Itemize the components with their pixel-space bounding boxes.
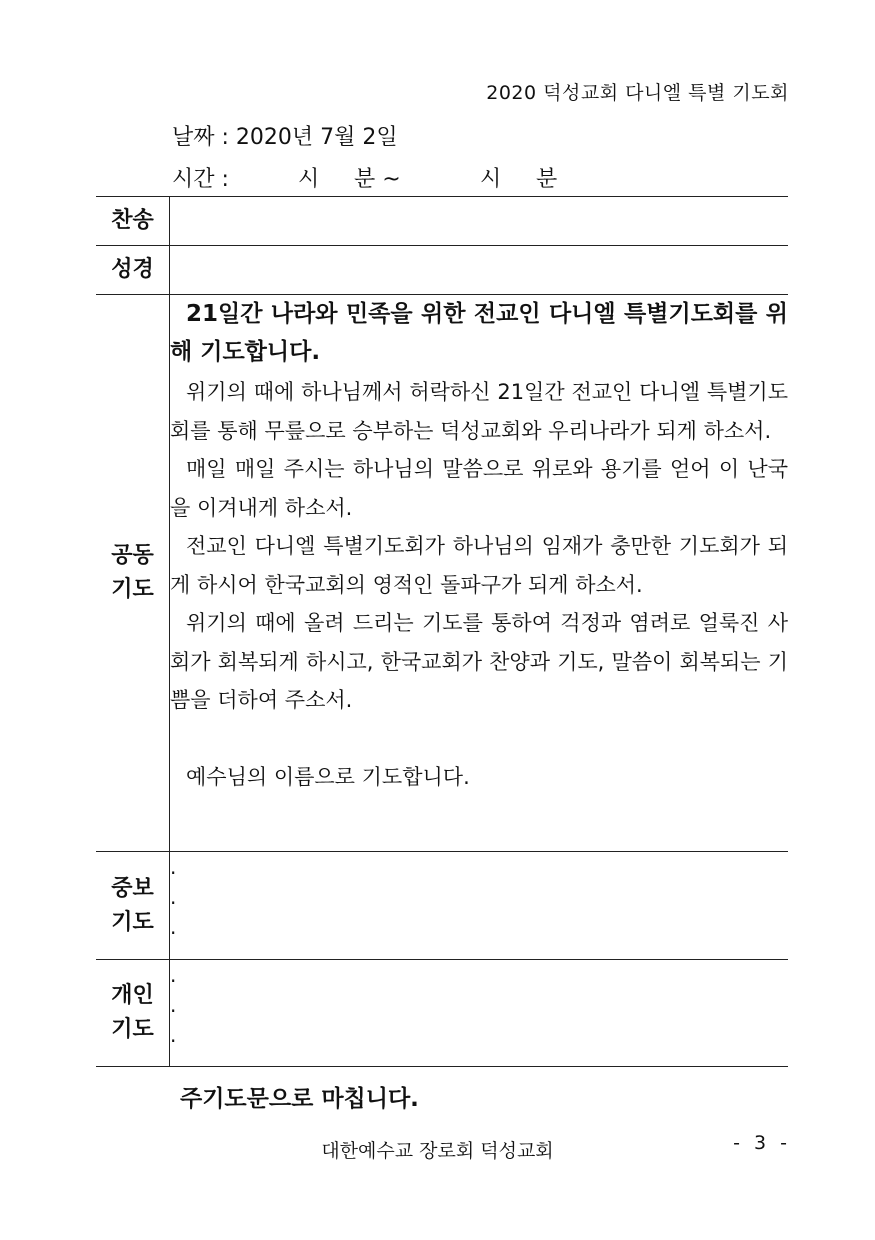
- list-item: .: [170, 915, 177, 939]
- scripture-label: 성경: [96, 246, 170, 295]
- intercessory-prayer-list: [170, 852, 789, 960]
- common-prayer-closing: 예수님의 이름으로 기도합니다.: [186, 764, 470, 789]
- common-prayer-paragraph: 매일 매일 주시는 하나님의 말씀으로 위로와 용기를 얻어 이 난국을 이겨내게 하소서.: [170, 457, 788, 520]
- common-prayer-label-line2: 기도: [111, 577, 154, 602]
- table-row-personal-prayer: [96, 960, 788, 1067]
- table-row-intercessory-prayer: [96, 852, 788, 960]
- list-item: .: [170, 855, 177, 879]
- intercessory-prayer-label: [96, 852, 170, 960]
- footer-church-name: 대한예수교 장로회 덕성교회: [321, 1140, 554, 1162]
- page-number: - 3 -: [733, 1132, 791, 1154]
- common-prayer-body: [170, 295, 789, 852]
- personal-label-line1: 개인: [111, 983, 154, 1008]
- time-line: [172, 162, 557, 193]
- list-item: .: [170, 1023, 177, 1047]
- table-row-common-prayer: [96, 295, 788, 852]
- time-end-minute: 분: [536, 167, 558, 192]
- list-item: .: [170, 963, 177, 987]
- common-prayer-paragraph: 위기의 때에 올려 드리는 기도를 통하여 걱정과 염려로 얼룩진 사회가 회복되게 하시고, 한국교회가 찬양과 기도, 말씀이 회복되는 기쁨을 더하여 주소서.: [170, 611, 788, 712]
- personal-prayer-label: [96, 960, 170, 1067]
- date-line: 날짜 : 2020년 7월 2일: [172, 125, 398, 150]
- common-prayer-label: [96, 295, 170, 852]
- common-prayer-title: 21일간 나라와 민족을 위한 전교인 다니엘 특별기도회를 위해 기도합니다.: [170, 301, 788, 365]
- common-prayer-paragraph: 위기의 때에 하나님께서 허락하신 21일간 전교인 다니엘 특별기도회를 통해 무릎으로 승부하는 덕성교회와 우리나라가 되게 하소서.: [170, 380, 788, 443]
- time-start-minute: 분 ~: [354, 167, 401, 192]
- list-item: .: [170, 885, 177, 909]
- table-row-scripture: [96, 246, 788, 295]
- hymn-value: [170, 197, 789, 246]
- intercessory-label-line1: 중보: [111, 875, 154, 901]
- time-start-hour: 시: [298, 167, 320, 192]
- hymn-label: 찬송: [96, 197, 170, 246]
- paragraph-spacer: [170, 720, 788, 758]
- closing-line: 주기도문으로 마칩니다.: [180, 1086, 419, 1112]
- list-item: .: [170, 993, 177, 1017]
- time-end-hour: 시: [480, 167, 502, 192]
- personal-prayer-list: [170, 960, 789, 1067]
- prayer-order-table: [96, 196, 788, 1067]
- common-prayer-paragraph: 전교인 다니엘 특별기도회가 하나님의 임재가 충만한 기도회가 되게 하시어 한국교회의 영적인 돌파구가 되게 하소서.: [170, 534, 788, 597]
- document-header-title: 2020 덕성교회 다니엘 특별 기도회: [486, 82, 789, 104]
- intercessory-label-line2: 기도: [111, 909, 154, 935]
- table-row-hymn: [96, 197, 788, 246]
- time-label: 시간 :: [172, 167, 229, 192]
- scripture-value: [170, 246, 789, 295]
- personal-label-line2: 기도: [111, 1017, 154, 1042]
- common-prayer-label-line1: 공동: [111, 543, 154, 568]
